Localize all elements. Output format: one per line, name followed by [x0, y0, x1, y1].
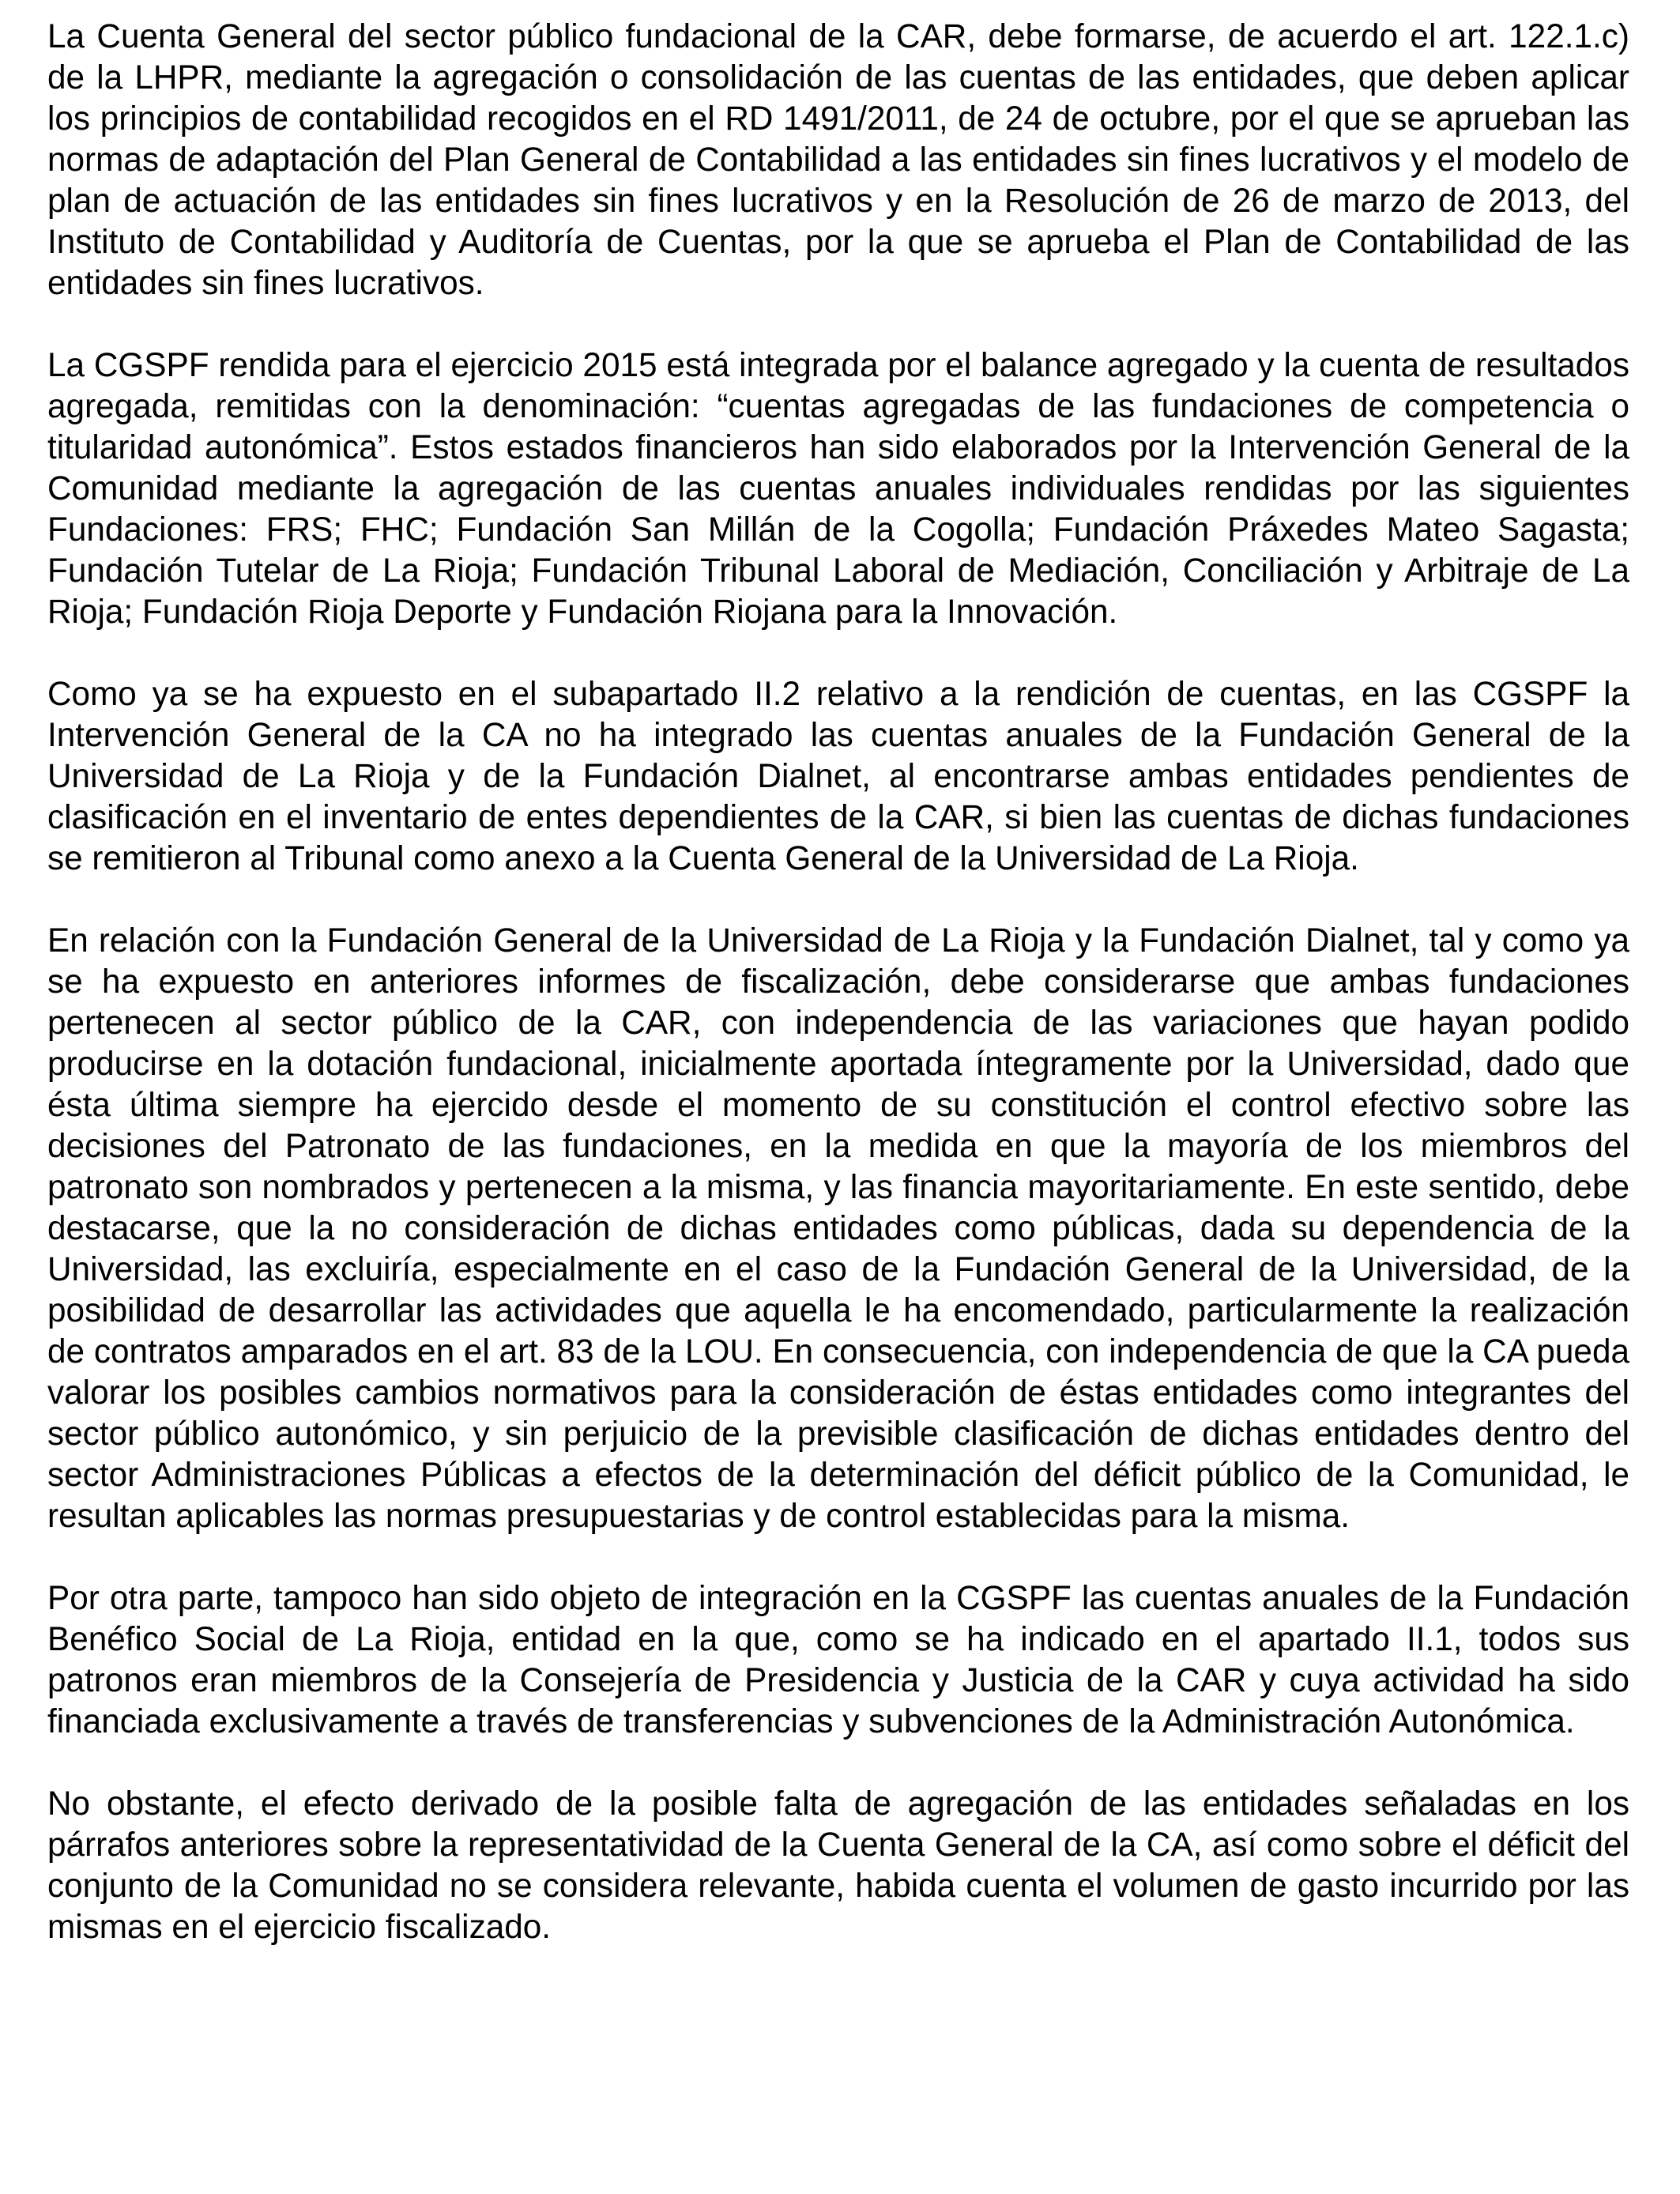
paragraph-rendicion-cuentas: Como ya se ha expuesto en el subapartado II.2 relativo a la rendición de cuentas, en las CGSPF la Intervención General de la CA no ha integrado las cuentas anuales de la Fundación General de la Universidad de La Rioja y de la Fundación Dialnet, al encontrarse ambas entidades pendientes de clasificación en el inventario de entes dependientes de la CAR, si bien las cuentas de dichas fundaciones se remitieron al Tribunal como anexo a la Cuenta General de la Universidad de La Rioja.	[47, 675, 1629, 876]
document-page	[47, 16, 1629, 1947]
paragraph-fundacion-universidad: En relación con la Fundación General de la Universidad de La Rioja y la Fundación Dialnet, tal y como ya se ha expuesto en anteriores informes de fiscalización, debe considerarse que ambas fundaciones pertenecen al sector público de la CAR, con independencia de las variaciones que hayan podido producirse en la dotación fundacional, inicialmente aportada íntegramente por la Universidad, dado que ésta última siempre ha ejercido desde el momento de su constitución el control efectivo sobre las decisiones del Patronato de las fundaciones, en la medida en que la mayoría de los miembros del patronato son nombrados y pertenecen a la misma, y las financia mayoritariamente. En este sentido, debe destacarse, que la no consideración de dichas entidades como públicas, dada su dependencia de la Universidad, las excluiría, especialmente en el caso de la Fundación General de la Universidad, de la posibilidad de desarrollar las actividades que aquella le ha encomendado, particularmente la realización de contratos amparados en el art. 83 de la LOU. En consecuencia, con independencia de que la CA pueda valorar los posibles cambios normativos para la consideración de éstas entidades como integrantes del sector público autonómico, y sin perjuicio de la previsible clasificación de dichas entidades dentro del sector Administraciones Públicas a efectos de la determinación del déficit público de la Comunidad, le resultan aplicables las normas presupuestarias y de control establecidas para la misma.	[47, 922, 1629, 1534]
paragraph-cgspf-rendida: La CGSPF rendida para el ejercicio 2015 está integrada por el balance agregado y la cuenta de resultados agregada, remitidas con la denominación: “cuentas agregadas de las fundaciones de competencia o titularidad autonómica”. Estos estados financieros han sido elaborados por la Intervención General de la Comunidad mediante la agregación de las cuentas anuales individuales rendidas por las siguientes Fundaciones: FRS; FHC; Fundación San Millán de la Cogolla; Fundación Práxedes Mateo Sagasta; Fundación Tutelar de La Rioja; Fundación Tribunal Laboral de Mediación, Conciliación y Arbitraje de La Rioja; Fundación Rioja Deporte y Fundación Riojana para la Innovación.	[47, 346, 1629, 630]
paragraph-cuenta-general: La Cuenta General del sector público fundacional de la CAR, debe formarse, de acuerdo el art. 122.1.c) de la LHPR, mediante la agregación o consolidación de las cuentas de las entidades, que deben aplicar los principios de contabilidad recogidos en el RD 1491/2011, de 24 de octubre, por el que se aprueban las normas de adaptación del Plan General de Contabilidad a las entidades sin fines lucrativos y el modelo de plan de actuación de las entidades sin fines lucrativos y en la Resolución de 26 de marzo de 2013, del Instituto de Contabilidad y Auditoría de Cuentas, por la que se aprueba el Plan de Contabilidad de las entidades sin fines lucrativos.	[47, 17, 1629, 301]
paragraph-fundacion-benefico-social: Por otra parte, tampoco han sido objeto de integración en la CGSPF las cuentas anuales de la Fundación Benéfico Social de La Rioja, entidad en la que, como se ha indicado en el apartado II.1, todos sus patronos eran miembros de la Consejería de Presidencia y Justicia de la CAR y cuya actividad ha sido financiada exclusivamente a través de transferencias y subvenciones de la Administración Autonómica.	[47, 1579, 1629, 1740]
paragraph-no-obstante: No obstante, el efecto derivado de la posible falta de agregación de las entidades señaladas en los párrafos anteriores sobre la representatividad de la Cuenta General de la CA, así como sobre el déficit del conjunto de la Comunidad no se considera relevante, habida cuenta el volumen de gasto incurrido por las mismas en el ejercicio fiscalizado.	[47, 1785, 1629, 1945]
